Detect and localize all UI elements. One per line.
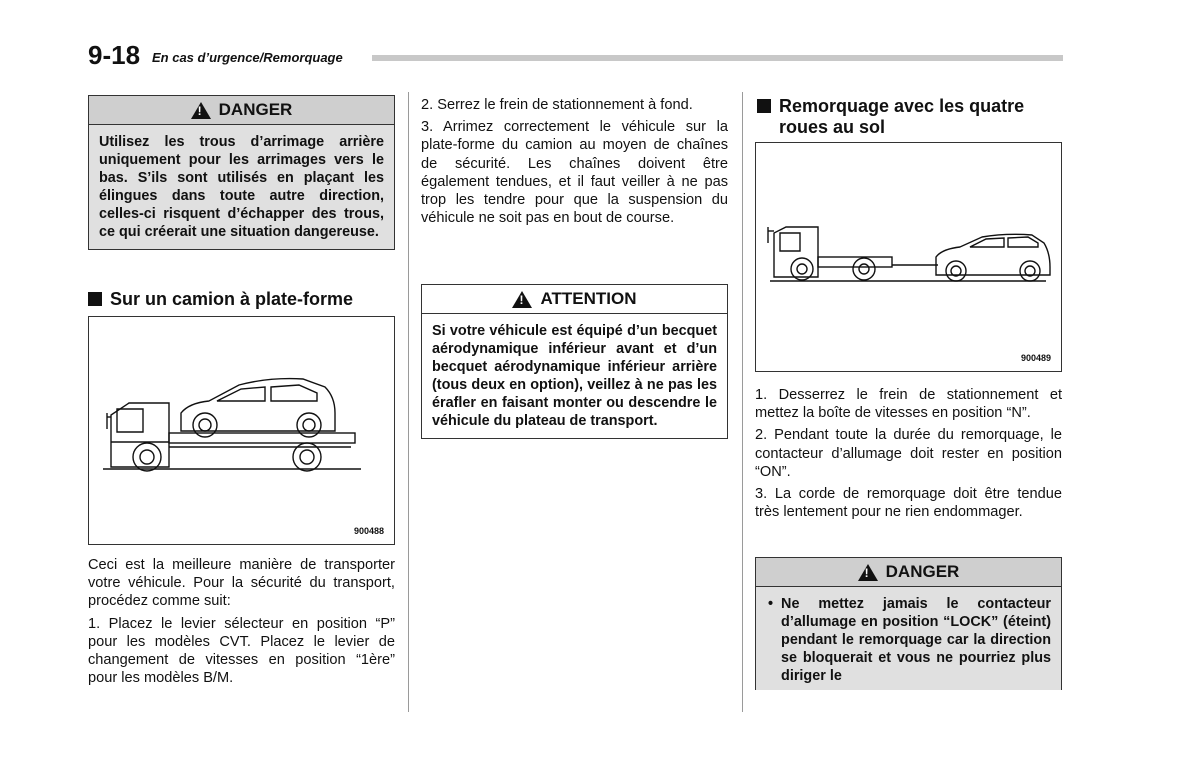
flatbed-truck-illustration <box>89 317 393 543</box>
step-3-flatbed: 3. Arrimez correctement le véhicule sur la plate-forme du camion au moyen de chaînes de sécurité. Les chaînes doivent être également tendues, et il faut veiller à ne pas trop les tendre pour que la suspension du véhicule ne soit pas en bout de course. <box>421 119 728 227</box>
step-2-flatbed: 2. Serrez le frein de stationnement à fond. <box>421 97 693 113</box>
heading-flatbed <box>88 289 395 310</box>
figure-code: 900488 <box>353 526 384 536</box>
col3-text <box>755 386 1062 521</box>
heading-flatbed-text: Sur un camion à plate-forme <box>110 289 354 309</box>
step-1-tow: 1. Desserrez le frein de stationnement et mettez la boîte de vitesses en position “N”. <box>755 387 1062 422</box>
danger-bullet-text: Ne mettez jamais le contacteur d’allumage en position “LOCK” (éteint) pendant le remorquage car la direction se bloquerait et vous ne pourriez plus diriger le <box>781 596 1051 684</box>
danger-title: DANGER <box>218 100 293 119</box>
attention-header <box>422 285 727 314</box>
section-title: En cas d’urgence/Remorquage <box>152 50 343 65</box>
danger-bullet <box>756 587 1061 690</box>
warning-triangle-icon <box>512 291 532 308</box>
danger-header <box>89 96 394 125</box>
danger-title-2: DANGER <box>885 562 960 581</box>
page-number: 9-18 <box>88 40 141 70</box>
danger-box-2 <box>755 557 1062 690</box>
section-square-icon <box>757 99 771 113</box>
column-divider-2 <box>742 92 743 712</box>
column-divider-1 <box>408 92 409 712</box>
header-rule <box>372 55 1063 61</box>
attention-box <box>421 284 728 439</box>
towing-illustration <box>756 143 1060 369</box>
figure-code: 900489 <box>1020 353 1051 363</box>
danger-text: Utilisez les trous d’arrimage arrière uniquement pour les arrimages vers le bas. S’ils sont utilisés en plaçant les élingues dans toute autre direction, celles-ci risquent d’échapper des trous, ce qui créerait une situation dangereuse. <box>89 125 394 249</box>
attention-title: ATTENTION <box>540 289 637 308</box>
intro-paragraph: Ceci est la meilleure manière de transporter votre véhicule. Pour la sécurité du transport, procédez comme suit: <box>88 557 395 610</box>
attention-text: Si votre véhicule est équipé d’un becquet aérodynamique inférieur avant et d’un becquet aérodynamique inférieur arrière (tous deux en option), veillez à ne pas les érafler en faisant monter ou descendre le véhicule du plateau de transport. <box>432 323 717 429</box>
figure-four-wheel-tow <box>755 142 1062 372</box>
warning-triangle-icon <box>191 102 211 119</box>
danger-header <box>756 558 1061 587</box>
figure-flatbed-truck <box>88 316 395 545</box>
heading-four-wheels <box>757 96 1062 138</box>
warning-triangle-icon <box>858 564 878 581</box>
col1-text <box>88 556 395 687</box>
bullet-dot: • <box>768 596 774 612</box>
step-1-flatbed: 1. Placez le levier sélecteur en position “P” pour les modèles CVT. Placez le levier de changement de vitesses en position “1ère” pour les modèles B/M. <box>88 615 395 687</box>
danger-box-1 <box>88 95 395 250</box>
section-square-icon <box>88 292 102 306</box>
heading-four-wheels-text: Remorquage avec les quatre roues au sol <box>779 96 1025 137</box>
step-2-tow: 2. Pendant toute la durée du remorquage, le contacteur d’allumage doit rester en position “ON”. <box>755 427 1062 480</box>
col2-text <box>421 96 728 227</box>
step-3-tow: 3. La corde de remorquage doit être tendue très lentement pour ne rien endommager. <box>755 486 1062 521</box>
